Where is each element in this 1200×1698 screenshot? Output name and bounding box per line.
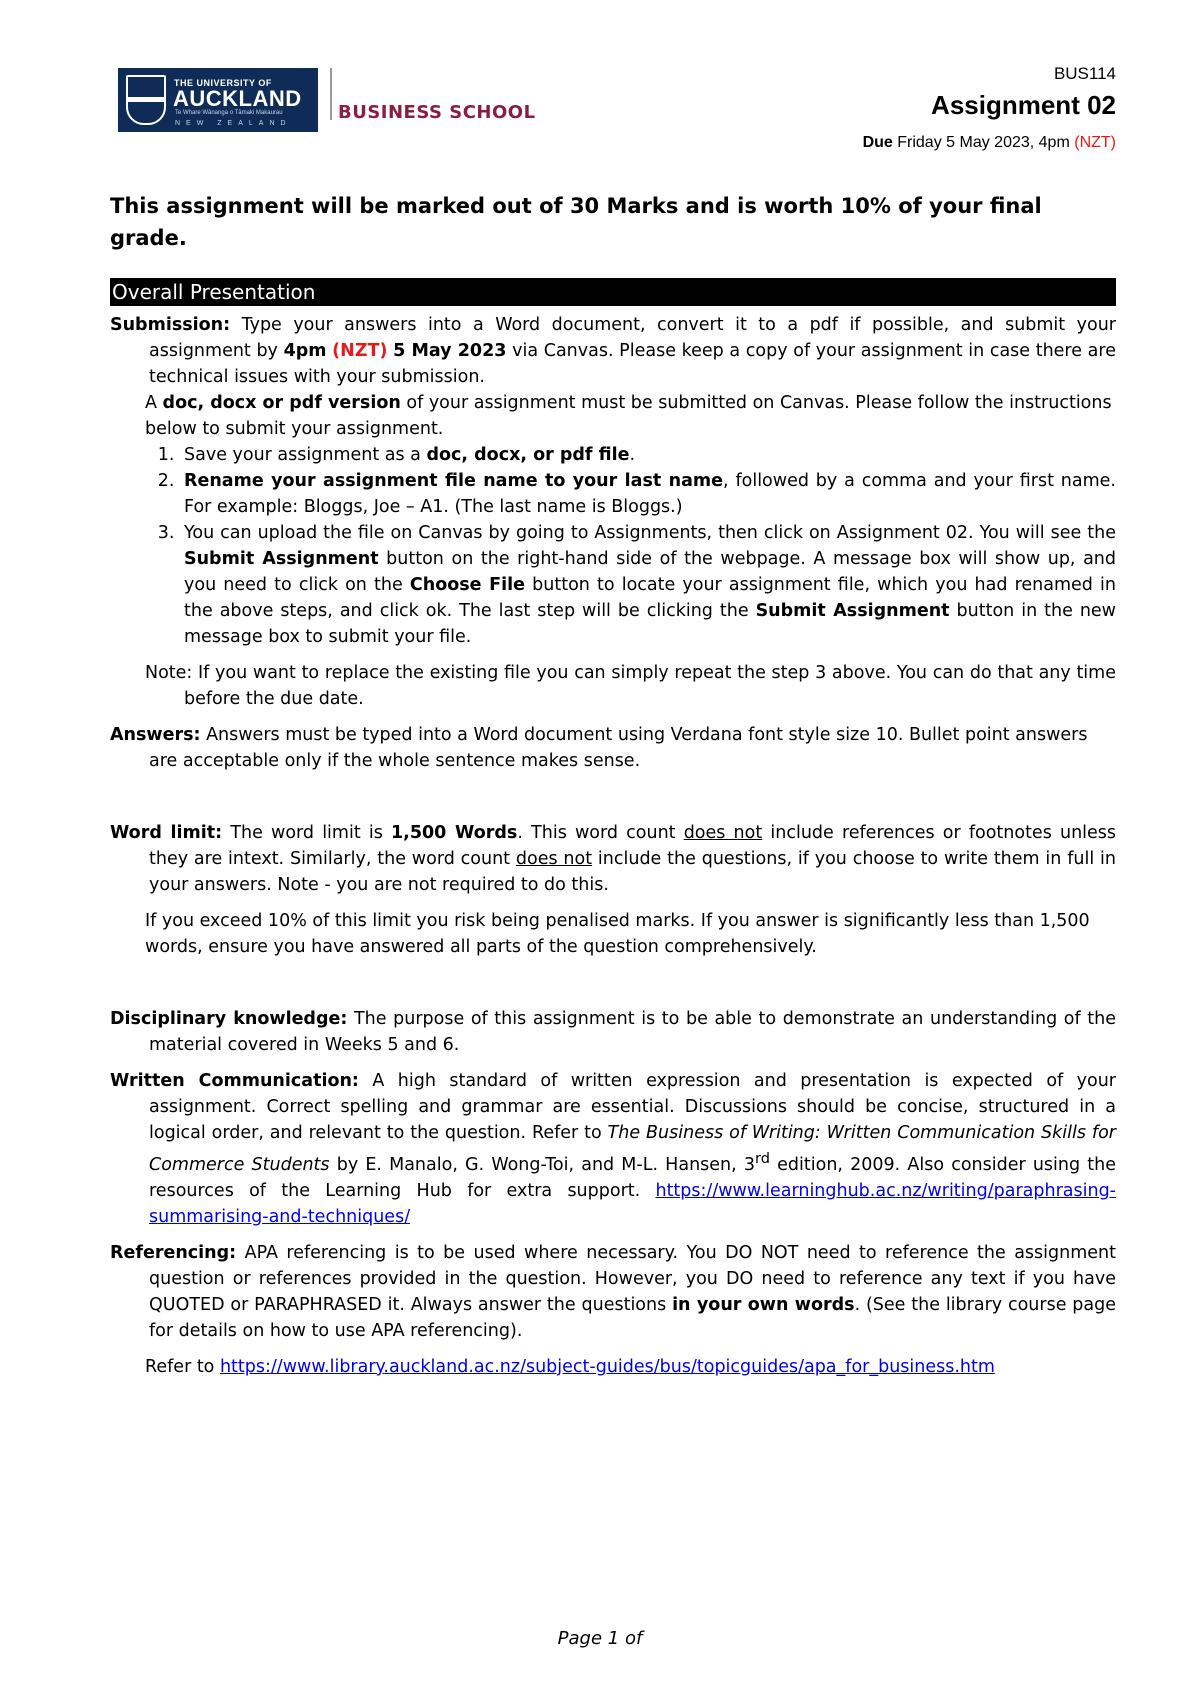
logo-line-3: Te Whare Wānanga o Tāmaki Makaurau xyxy=(175,110,283,116)
answers-text: Answers must be typed into a Word document using Verdana font style size 10. Bullet point answers are acceptable only if the whole sentence makes sense. xyxy=(149,725,1088,771)
step-2-bold: Rename your assignment file name to your last name xyxy=(184,471,724,491)
intro-statement: This assignment will be marked out of 30 Marks and is worth 10% of your final grade. xyxy=(110,194,1042,250)
due-timezone: (NZT) xyxy=(1074,134,1116,151)
answers-label: Answers: xyxy=(110,725,201,745)
format-text-pre: A xyxy=(145,393,163,413)
business-school-label: BUSINESS SCHOOL xyxy=(338,102,536,123)
format-text-post: of your assignment must be submitted on Canvas. Please follow the instructions below to submit your assignment. xyxy=(145,393,1112,439)
word-limit-text-4: include the questions, if you choose to write them in full in your answers. Note - you are not required to do this. xyxy=(149,849,1116,895)
logo-line-2: AUCKLAND xyxy=(173,86,302,111)
logo-divider xyxy=(330,68,332,120)
edition-superscript: rd xyxy=(755,1150,770,1167)
step-3-bold-d: Choose File xyxy=(409,575,526,595)
format-text-bold: doc, docx or pdf version xyxy=(162,393,401,413)
apa-guide-link[interactable]: https://www.library.auckland.ac.nz/subject-guides/bus/topicguides/apa_for_business.htm xyxy=(219,1356,995,1377)
course-code: BUS114 xyxy=(1053,64,1116,83)
referencing-text-1: APA referencing is to be used where necessary. You DO NOT need to reference the assignment question or references provided in the question. However, you DO need to reference any text if you have QUOTED or PARAPHRASED it. Always answer the questions xyxy=(149,1242,1116,1315)
step-3-text-a: You can upload the file on Canvas by going to Assignments, then click on Assignment 02. You will see the xyxy=(184,523,1116,543)
word-limit-underline-2: does not xyxy=(515,849,593,869)
word-limit-text-1: The word limit is xyxy=(222,823,391,843)
word-limit-value: 1,500 Words xyxy=(391,823,518,843)
submission-timezone: (NZT) xyxy=(332,341,388,361)
replace-note: Note: If you want to replace the existing file you can simply repeat the step 3 above. You can do that any time before the due date. xyxy=(145,663,1116,709)
crest-icon xyxy=(126,75,166,125)
logo-line-1: THE UNIVERSITY OF xyxy=(174,78,272,88)
word-limit-penalty: If you exceed 10% of this limit you risk being penalised marks. If you answer is significantly less than 1,500 words, ensure you have answered all parts of the question comprehensively. xyxy=(145,911,1090,957)
step-3-bold-f: Submit Assignment xyxy=(755,601,950,621)
step-3-text-e: button to locate your assignment file, which you had renamed in the above steps, and click ok. The last step will be clicking the xyxy=(184,575,1117,621)
step-3-text-c: button on the right-hand side of the webpage. A message box will show up, and you need to click on the xyxy=(184,549,1116,595)
step-1-end: . xyxy=(629,445,636,465)
assignment-title: Assignment 02 xyxy=(931,90,1116,120)
submission-steps xyxy=(110,442,1116,650)
section-title: Overall Presentation xyxy=(110,278,1116,306)
learning-hub-link[interactable]: https://www.learninghub.ac.nz/writing/paraphrasing-summarising-and-techniques/ xyxy=(149,1180,1116,1227)
referencing-text-2: . (See the library course page for details on how to use APA referencing). xyxy=(149,1294,1117,1341)
logo-line-4: NEW ZEALAND xyxy=(175,120,292,127)
step-1 xyxy=(180,442,1116,468)
book-title: The Business of Writing: Written Communication Skills for Commerce Students xyxy=(149,1123,1116,1175)
word-limit-underline-1: does not xyxy=(683,823,763,843)
due-line xyxy=(863,134,1116,152)
submission-format-paragraph xyxy=(145,390,1116,442)
written-text-1: A high standard of written expression and presentation is expected of your assignment. Correct spelling and grammar are essential. Discussions should be concise, structured in a logical order, and relevant to the question. Refer to xyxy=(149,1071,1116,1143)
step-3-text-g: button in the new message box to submit your file. xyxy=(184,601,1116,647)
step-2-text: , followed by a comma and your first name. For example: Bloggs, Joe – A1. (The last name is Bloggs.) xyxy=(184,471,1116,517)
document-body xyxy=(110,190,1116,1380)
written-text-2: by E. Manalo, G. Wong-Toi, and M-L. Hansen, 3 xyxy=(329,1154,755,1175)
step-1-text: Save your assignment as a xyxy=(184,445,427,465)
written-text-3: edition, 2009. Also consider using the resources of the Learning Hub for extra support. xyxy=(149,1154,1116,1201)
refer-to-text: Refer to xyxy=(145,1356,220,1377)
submission-paragraph xyxy=(110,312,1116,390)
written-communication-paragraph xyxy=(110,1068,1116,1230)
referencing-paragraph xyxy=(110,1240,1116,1344)
step-3-bold-b: Submit Assignment xyxy=(184,549,379,569)
submission-time: 4pm xyxy=(283,341,327,361)
referencing-label: Referencing: xyxy=(110,1242,237,1263)
referencing-bold: in your own words xyxy=(672,1294,855,1315)
disciplinary-text: The purpose of this assignment is to be able to demonstrate an understanding of the material covered in Weeks 5 and 6. xyxy=(149,1009,1116,1055)
word-limit-paragraph xyxy=(110,820,1116,898)
word-limit-label: Word limit: xyxy=(110,823,223,843)
submission-label: Submission: xyxy=(110,315,231,335)
submission-text-1: Type your answers into a Word document, convert it to a pdf if possible, and submit your assignment by xyxy=(149,315,1116,361)
due-label: Due xyxy=(862,134,893,151)
step-1-bold: doc, docx, or pdf file xyxy=(426,445,630,465)
disciplinary-paragraph xyxy=(110,1006,1116,1058)
submission-date: 5 May 2023 xyxy=(393,341,507,361)
step-2 xyxy=(180,468,1116,520)
step-3 xyxy=(180,520,1116,650)
submission-text-2: via Canvas. Please keep a copy of your assignment in case there are technical issues with your submission. xyxy=(149,341,1116,387)
written-label: Written Communication: xyxy=(110,1071,359,1091)
disciplinary-label: Disciplinary knowledge: xyxy=(110,1009,348,1029)
due-date: Friday 5 May 2023, 4pm xyxy=(897,134,1070,151)
word-limit-text-2: . This word count xyxy=(517,823,684,843)
page-footer: Page 1 of xyxy=(557,1628,643,1649)
word-limit-text-3: include references or footnotes unless they are intext. Similarly, the word count xyxy=(149,823,1117,869)
answers-paragraph xyxy=(110,722,1116,774)
apa-reference-line xyxy=(145,1354,1116,1380)
